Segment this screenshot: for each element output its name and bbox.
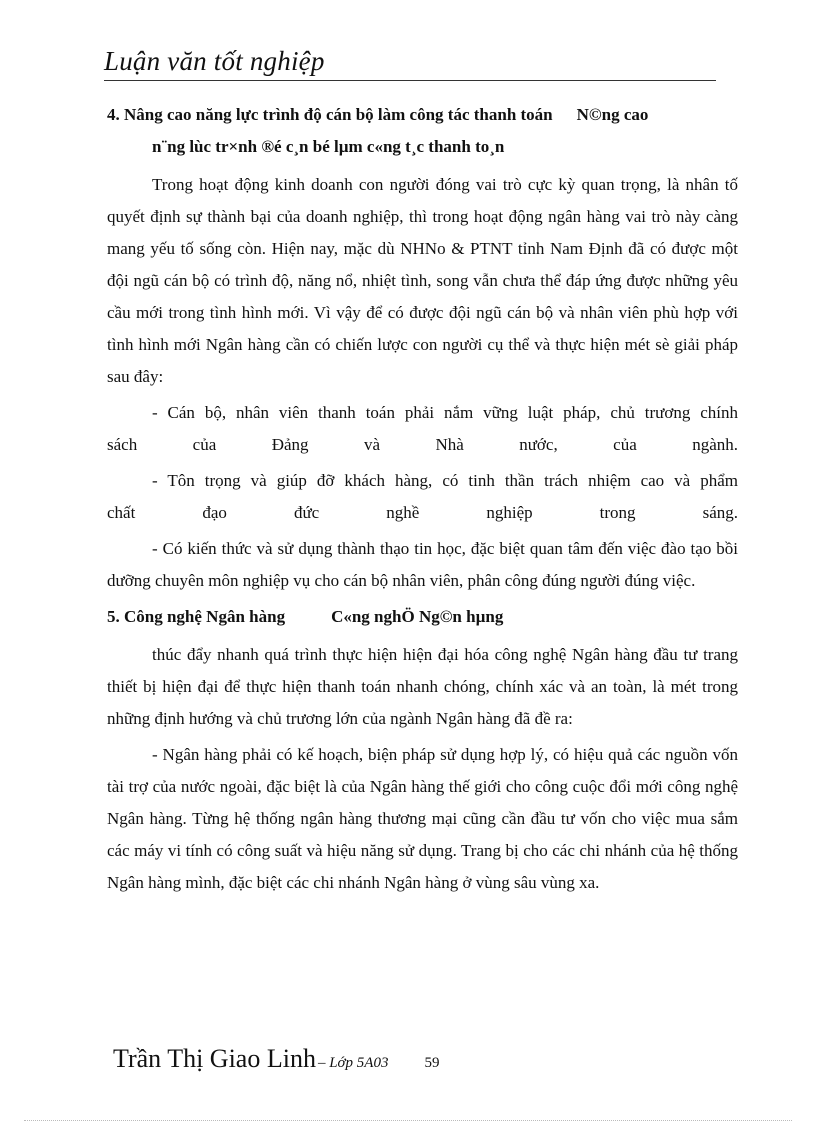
section-5-heading-text: 5. Công nghệ Ngân hàng bbox=[107, 607, 286, 626]
header-rule bbox=[104, 80, 716, 81]
section-5-bullet-1: - Ngân hàng phải có kế hoạch, biện pháp sử dụng hợp lý, có hiệu quả các nguồn vốn tài trợ của nước ngoài, đặc biệt là của Ngân hàng thế giới cho công cuộc đổi mới công nghệ Ngân hàng. Từng hệ thống ngân hàng thương mại cũng cần đầu tư vốn cho việc mua sắm các máy vi tính có công suất và hiệu năng sử dụng. Trang bị cho các chi nhánh của hệ thống Ngân hàng mình, đặc biệt các chi nhánh Ngân hàng ở vùng sâu vùng xa. bbox=[107, 745, 738, 892]
section-4-bullet-1-line-1: - Cán bộ, nhân viên thanh toán phải nắm vững luật pháp, chủ trương chính bbox=[152, 403, 738, 422]
section-5-paragraph-1: thúc đẩy nhanh quá trình thực hiện hiện đại hóa công nghệ Ngân hàng đầu tư trang thiết bị hiện đại để thực hiện thanh toán nhanh chóng, chính xác và an toàn, là mét trong những định hướng và chủ trương lớn của ngành Ngân hàng đã đề ra: bbox=[107, 645, 738, 728]
section-4-heading-line-2: n¨ng lùc tr×nh ®é c¸n bé lµm c«ng t¸c thanh to¸n bbox=[152, 137, 505, 156]
page-number: 59 bbox=[424, 1055, 440, 1071]
section-4-heading-text: 4. Nâng cao năng lực trình độ cán bộ làm công tác thanh toán bbox=[107, 105, 553, 124]
header-title: Luận văn tốt nghiệp bbox=[104, 46, 325, 76]
page-header bbox=[104, 44, 716, 78]
section-5-heading-garbled: C«ng nghÖ Ng©n hµng bbox=[331, 607, 504, 626]
section-5-heading bbox=[107, 601, 738, 633]
footer-class: – Lớp 5A03 bbox=[317, 1055, 389, 1071]
section-4-bullet-2-line-1: - Tôn trọng và giúp đỡ khách hàng, có tinh thần trách nhiệm cao và phẩm bbox=[152, 471, 738, 490]
page-footer bbox=[113, 1044, 439, 1084]
section-4-heading-garbled: N©ng cao bbox=[576, 105, 649, 124]
section-4-heading bbox=[107, 99, 738, 163]
section-4-paragraph-1: Trong hoạt động kinh doanh con người đóng vai trò cực kỳ quan trọng, là nhân tố quyết định sự thành bại của doanh nghiệp, thì trong hoạt động ngân hàng vai trò này càng mang yếu tố sống còn. Hiện nay, mặc dù NHNo & PTNT tỉnh Nam Định đã có được một đội ngũ cán bộ có trình độ, năng nổ, nhiệt tình, song vẫn chưa thể đáp ứng được những yêu cầu mới trong tình hình mới. Vì vậy để có được đội ngũ cán bộ và nhân viên phù hợp với tình hình mới Ngân hàng cần có chiến lược con người cụ thể và thực hiện mét sè giải pháp sau đây: bbox=[107, 175, 738, 386]
section-4-bullet-2-line-2: chất đạo đức nghề nghiệp trong sáng. bbox=[107, 503, 738, 522]
section-4-bullet-3: - Có kiến thức và sử dụng thành thạo tin học, đặc biệt quan tâm đến việc đào tạo bồi dưỡng chuyên môn nghiệp vụ cho cán bộ nhân viên, phân công đúng người đúng việc. bbox=[107, 539, 738, 590]
bottom-dotted-rule bbox=[24, 1120, 792, 1121]
page-body bbox=[107, 99, 738, 899]
section-4-heading-line-1 bbox=[107, 99, 738, 131]
section-4-bullet-1-line-2: sách của Đảng và Nhà nước, của ngành. bbox=[107, 435, 738, 454]
footer-author: Trần Thị Giao Linh bbox=[113, 1044, 316, 1073]
